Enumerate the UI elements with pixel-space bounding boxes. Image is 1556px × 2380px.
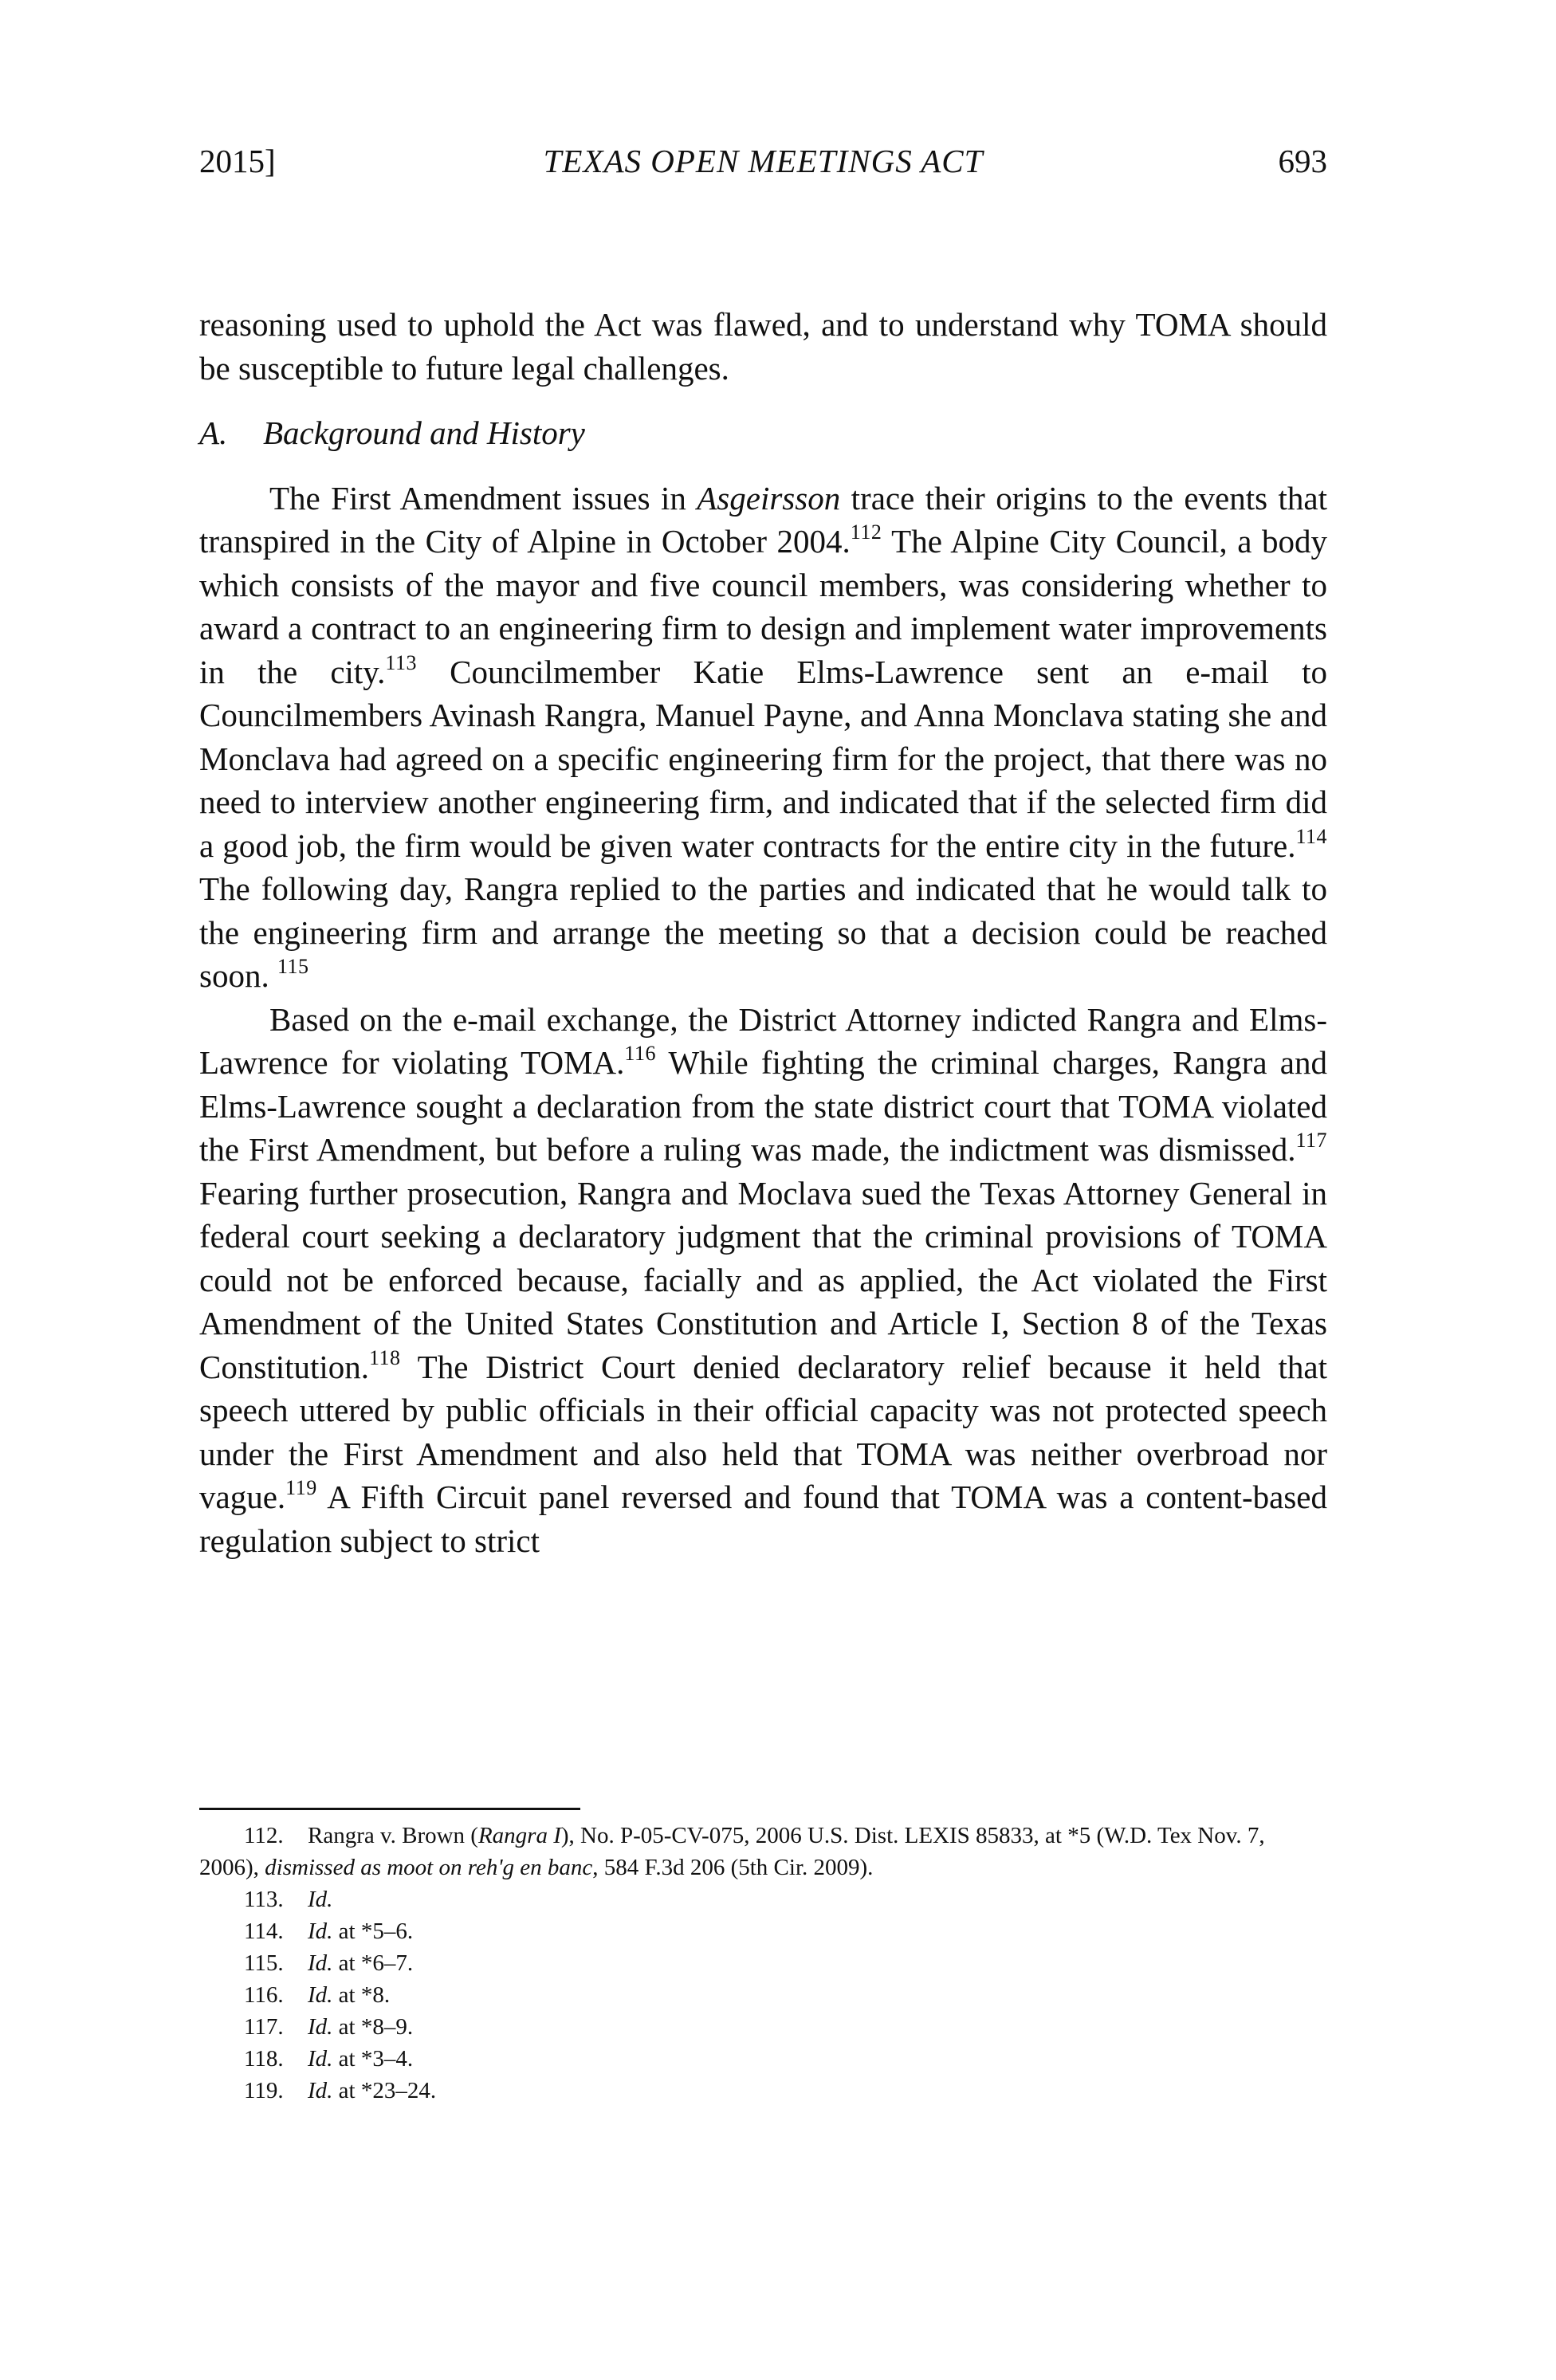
text-run: Councilmember Katie Elms-Lawrence sent an e-mail to Councilmembers Avinash Rangra, Manuel Payne, and Anna Monclava stating she and Monclava had agreed on a specific engineering firm for the project, that there was no need to interview another engineering firm, and indicated that if the selected firm did a good job, the firm would be given water contracts for the entire city in the future. (199, 653, 1327, 864)
text-run: at *3–4. (332, 2046, 414, 2072)
footnote-118 (199, 2043, 1327, 2075)
text-run: Fearing further prosecution, Rangra and Moclava sued the Texas Attorney General in federal court seeking a declaratory judgment that the criminal provisions of TOMA could not be enforced because, facially and as applied, the Act violated the First Amendment of the United States Constitution and Article I, Section 8 of the Texas Constitution. (199, 1174, 1327, 1385)
text-run: Rangra I (477, 1823, 561, 1848)
footnote-number: 118. (244, 2046, 284, 2072)
section-title: Background and History (263, 414, 585, 451)
header-year: 2015] (199, 143, 276, 179)
footnote-number: 119. (244, 2078, 284, 2103)
footnote-number: 112. (244, 1823, 284, 1848)
footnote-ref-119[interactable]: 119 (285, 1476, 317, 1499)
paragraph-litigation (199, 998, 1327, 1563)
text-run: Id. (308, 1950, 333, 1976)
text-run: Rangra v. Brown ( (308, 1823, 478, 1848)
text-run: trace their origins to the events that transpired in the City of Alpine in October 2004. (199, 479, 1327, 560)
footnote-113 (199, 1883, 1327, 1915)
text-run: A Fifth Circuit panel reversed and found that TOMA was a content-based regulation subject to strict (199, 1479, 1327, 1559)
text-run: Id. (308, 1919, 333, 1944)
text-run: ), No. P-05-CV-075, 2006 U.S. Dist. LEXIS 85833, at *5 (W.D. Tex Nov. 7, 2006), (199, 1823, 1265, 1880)
text-run: While fighting the criminal charges, Rangra and Elms-Lawrence sought a declaration from the state district court that TOMA violated the First Amendment, but before a ruling was made, the indictment was dismissed. (199, 1044, 1328, 1168)
page-number: 693 (1278, 143, 1327, 179)
paragraph-background (199, 477, 1327, 998)
text-run: at *8–9. (332, 2014, 414, 2040)
case-name: Asgeirsson (697, 479, 841, 516)
paragraph-continuation: reasoning used to uphold the Act was flawed, and to understand why TOMA should be susceptible to future legal challenges. (199, 306, 1327, 387)
text-run: Id. (308, 1887, 333, 1912)
text-run: The following day, Rangra replied to the parties and indicated that he would talk to the engineering firm and arrange the meeting so that a decision could be reached soon. (199, 870, 1327, 994)
text-run: The Alpine City Council, a body which consists of the mayor and five council members, was considering whether to award a contract to an engineering firm to design and implement water improvements in the city. (199, 523, 1328, 690)
footnote-number: 117. (244, 2014, 284, 2040)
text-run: at *5–6. (332, 1919, 414, 1944)
text-run: dismissed as moot on reh'g en banc (265, 1855, 593, 1880)
text-run: Based on the e-mail exchange, the District Attorney indicted Rangra and Elms-Lawrence for violating TOMA. (199, 1000, 1327, 1081)
text-run: at *8. (332, 1982, 391, 2008)
footnote-ref-116[interactable]: 116 (624, 1042, 656, 1065)
footnote-ref-117[interactable]: 117 (1295, 1129, 1327, 1152)
text-run: Id. (308, 1982, 333, 2008)
text-run: The District Court denied declaratory relief because it held that speech uttered by public officials in their official capacity was not protected speech under the First Amendment and also held that TOMA was neither overbroad nor vague. (199, 1348, 1327, 1515)
footnote-117 (199, 2011, 1327, 2043)
header-title: TEXAS OPEN MEETINGS ACT (543, 143, 984, 179)
footnote-number: 114. (244, 1919, 284, 1944)
section-heading (199, 411, 1327, 455)
text-run: at *23–24. (332, 2078, 437, 2103)
text-run: Id. (308, 2046, 333, 2072)
text-run: Id. (308, 2078, 333, 2103)
section-letter: A. (199, 414, 228, 451)
footnote-ref-114[interactable]: 114 (1295, 824, 1327, 848)
footnote-ref-118[interactable]: 118 (369, 1345, 401, 1369)
text-run: Id. (308, 2014, 333, 2040)
footnote-115 (199, 1947, 1327, 1979)
footnote-ref-113[interactable]: 113 (385, 650, 417, 674)
footnote-112 (199, 1820, 1327, 1883)
footnote-divider (199, 1808, 580, 1810)
text-run: The First Amendment issues in (269, 479, 697, 516)
text-run: , 584 F.3d 206 (5th Cir. 2009). (592, 1855, 874, 1880)
footnote-114 (199, 1915, 1327, 1947)
footnote-number: 116. (244, 1982, 284, 2008)
footnote-ref-115[interactable]: 115 (277, 955, 309, 978)
text-run: at *6–7. (332, 1950, 414, 1976)
footnote-number: 113. (244, 1887, 284, 1912)
footnote-116 (199, 1979, 1327, 2011)
footnote-119 (199, 2075, 1327, 2107)
body-text (199, 303, 1327, 1562)
footnote-ref-112[interactable]: 112 (850, 520, 882, 544)
footnote-number: 115. (244, 1950, 284, 1976)
footnotes (199, 1820, 1327, 2107)
running-header (199, 142, 1327, 190)
